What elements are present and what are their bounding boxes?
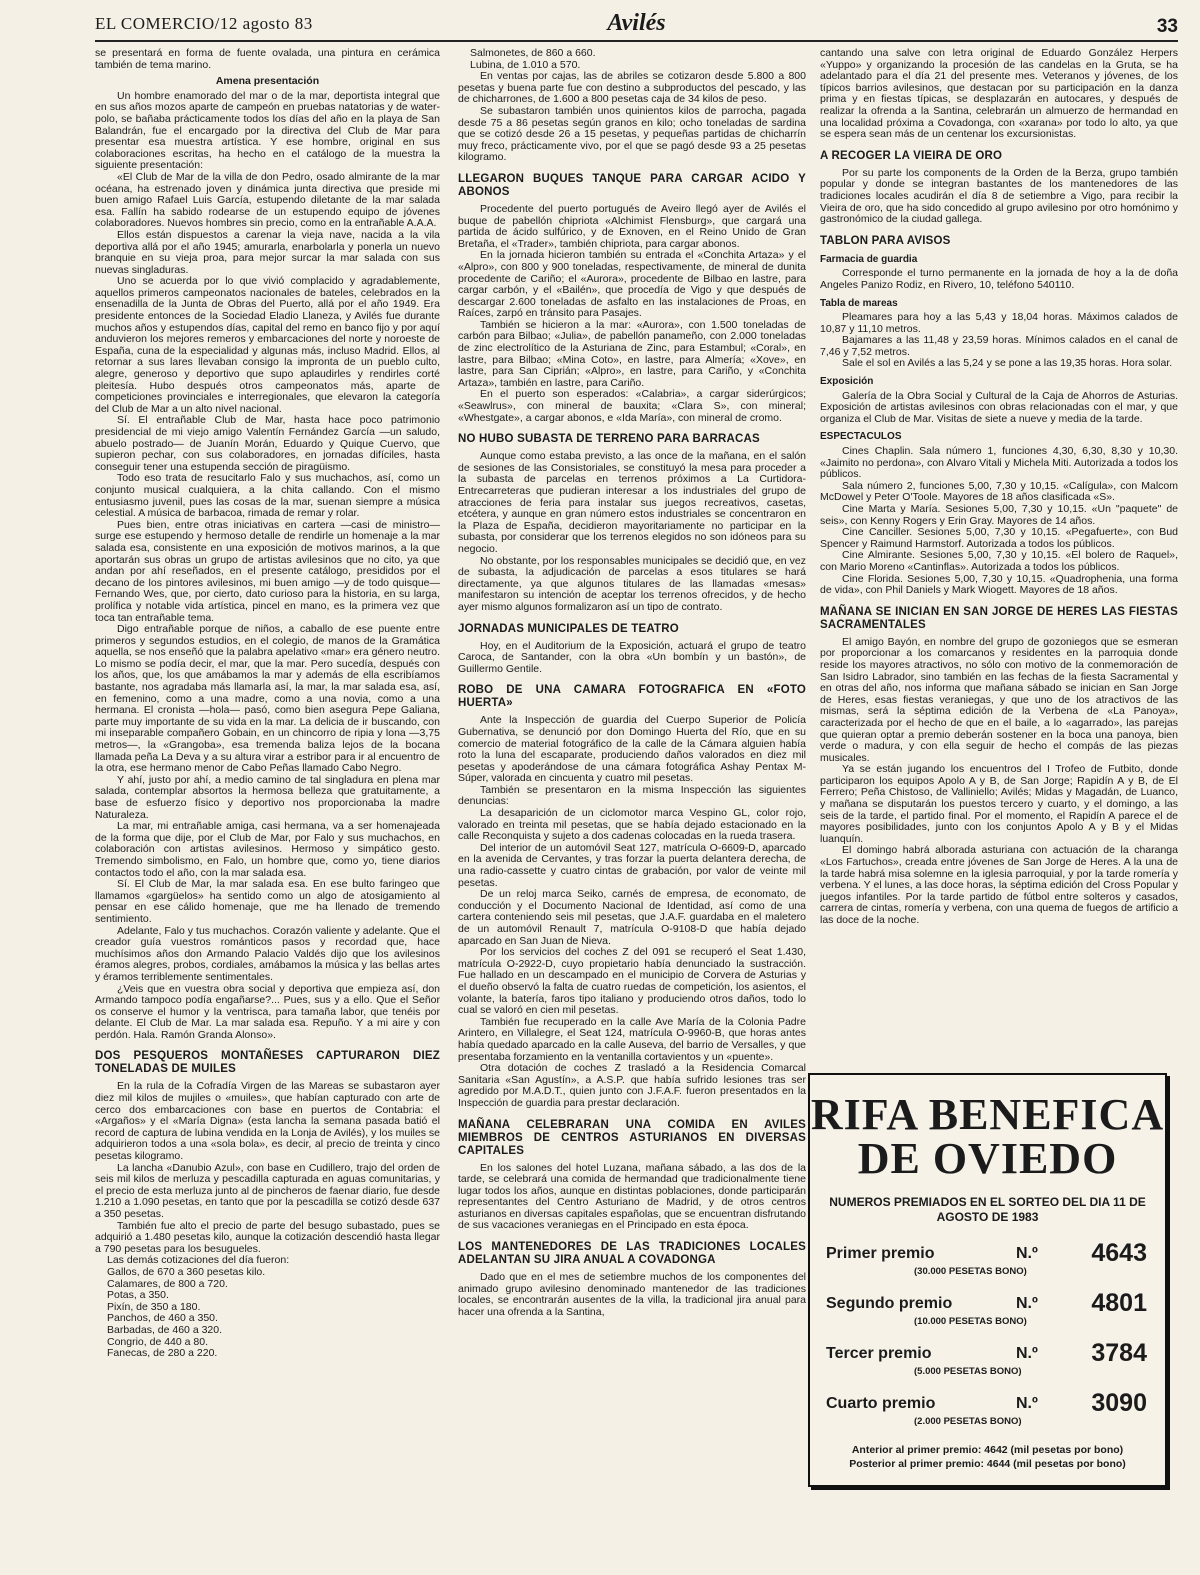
subheading: Exposición <box>820 376 874 388</box>
prize-row <box>826 1283 1149 1333</box>
subheading: Tabla de mareas <box>820 297 898 309</box>
paragraph: Aunque como estaba previsto, a las once de la mañana, en el salón de sesiones de las Consistoriales, se constituyó la mesa para proceder a la subasta de parcelas en terrenos próximos a La Curtidora-Entrecarreteras que pudieran interesar a los industriales del grupo de atracciones de feria para instalar sus juegos recreativos, casetas, etcétera, y aunque en gran número estos industriales se concentraron en la Plaza de España, decidieron mayoritariamente no participar en la subasta, por considerar que los terrenos elegidos no son idóneos para su negocio. <box>458 450 806 555</box>
paragraph: «El Club de Mar de la villa de don Pedro, osado almirante de la mar océana, ha estrenado joven y dinámica junta directiva que preside mi buen amigo Rafael Luis García, estupendo diletante de la mar salada esa. Fallín ha sabido rodearse de un estupendo equipo de jóvenes colaboradores. Nuevos hombres sin precio, como en la entrañable A.A.A. <box>95 170 440 230</box>
paragraph: Pleamares para hoy a las 5,43 y 18,04 horas. Máximos calados de 10,87 y 11,10 metros. <box>820 311 1178 335</box>
paragraph: ¿Veis que en vuestra obra social y deportiva que empieza así, don Armando tampoco podía engañarse?... Pues, sus y a ello. Que el Señor os conserve el humor y la ventrisca, para tamaña labor, que tenéis por delante. El Club de Mar. La mar salada esa. Repuño. Y a mi aire y con perdón. Hala. Ramón Granda Alonso». <box>95 982 440 1041</box>
paragraph: Cines Chaplin. Sala número 1, funciones 4,30, 6,30, 8,30 y 10,30. «Jaimito no perdona», con Alvaro Vitali y Michela Miti. Autorizada a todos los públicos. <box>820 445 1178 481</box>
list-item: Panchos, de 460 a 350. <box>107 1312 218 1325</box>
paragraph: Por los servicios del coches Z del 091 se recuperó el Seat 1.430, matrícula O-2922-D, cuyo propietario había denunciado la sustracción. Fue hallado en un descampado en el municipio de Corvera de Asturias y el dueño observó la falta de cuatro ruedas de competición, los asientos, el volante, la batería, faros tipo italiano y produciendo otros daños, todo lo cual se valoró en cien mil pesetas. <box>458 946 806 1017</box>
list-item: Gallos, de 670 a 360 pesetas kilo. <box>107 1265 266 1278</box>
paragraph: Corresponde el turno permanente en la jornada de hoy a la de doña Angeles Panizo Rodiz, en Rivero, 10, teléfono 540110. <box>820 267 1178 291</box>
paragraph: Galería de la Obra Social y Cultural de la Caja de Ahorros de Asturias. Exposición de artistas avilesinos con obras relacionadas con el mar, y que organiza el Club de Mar. Visitas de siete a nueve y media de la tarde. <box>820 389 1178 425</box>
page-number: 33 <box>1156 16 1178 37</box>
paragraph: Bajamares a las 11,48 y 23,59 horas. Mínimos calados en el canal de 7,46 y 7,52 metros. <box>820 334 1178 358</box>
paragraph: Un hombre enamorado del mar o de la mar, deportista integral que en sus años mozos aparte de campeón en pruebas natatorias y de water-polo, se bañaba prácticamente todos los días del año en la playa de San Balandrán, fue el encargado por la directiva del Club de Mar para presentar esa muestra artística. Y ese hombre, original en sus colaboraciones escritas, ha hecho en el catálogo de la muestra la siguiente presentación: <box>95 89 440 172</box>
rifa-subtitle: NUMEROS PREMIADOS EN EL SORTEO DEL DIA 11 DE AGOSTO DE 1983 <box>829 1195 1146 1224</box>
column-3 <box>820 48 1178 1058</box>
paragraph: En ventas por cajas, las de abriles se cotizaron desde 5.800 a 800 pesetas y buena parte fue con destino a subproductos del pescado, y las de chicharrones, de 1.600 a 800 pesetas caja de 34 kilos de peso. <box>458 70 806 106</box>
prize-row <box>826 1233 1149 1283</box>
column-1 <box>95 48 440 1548</box>
headline: TABLON PARA AVISOS <box>820 234 951 247</box>
paragraph: Uno se acuerda por lo que vivió complacido y agradablemente, aquellos primeros campeonatos nacionales de bateles, celebrados en la ensenadilla de la Junta de Obras del Puerto, allá por el año 1949. Era presidente entonces de la Sociedad Eladio Llaneza, y Avilés fue durante muchos años y estupendos días, capital del remo en banco fijo y por aquí anduvieron los mejores remeros y embarcaciones del norte y noroeste de España, cuna de la especialidad y algunas más, incluso Madrid. Ellos, al retornar a sus lares llevaban consigo la impronta de un pueblo culto, alegre, generoso y deportivo que supo aplaudirles y rendirles corté pleitesía. Hubo después otros campeonatos más, aparte de competiciones provinciales e interregionales, que elevaron la categoría del Club de Mar a un alto nivel nacional. <box>95 275 440 415</box>
paragraph: Cine Almirante. Sesiones 5,00, 7,30 y 10,15. «El bolero de Raquel», con Mario Moreno «Cantinflas». Autorizada a todos los públicos. <box>820 549 1178 573</box>
prize-row <box>826 1333 1149 1383</box>
prize-no-label: N.º <box>1016 1395 1038 1412</box>
paragraph: Sala número 2, funciones 5,00, 7,30 y 10,15. «Calígula», con Malcom McDowel y Peter O'Toole. Mayores de 18 años clasificada «S». <box>820 479 1178 504</box>
prize-label: Cuarto premio <box>826 1395 936 1412</box>
paragraph: Ante la Inspección de guardia del Cuerpo Superior de Policía Gubernativa, se denunció por don Domingo Huerta del Río, que en su comercio de material fotográfico de la calle de la Cámara alguien había roto la luna del escaparate, produciendo daños valorados en diez mil pesetas y apoderándose de una cámara fotográfica Ashay Pentax M-Súper, valorada en cincuenta y cuatro mil pesetas. <box>458 714 806 785</box>
prize-bono: (5.000 PESETAS BONO) <box>914 1366 1022 1377</box>
prize-number: 4801 <box>1091 1289 1147 1317</box>
paragraph: Y ahí, justo por ahí, a medio camino de tal singladura en plena mar salada, contemplar absortos la hermosa belleza que gratuitamente, a base de esfuerzo físico y deportivo nos proporcionaba la madre Naturaleza. <box>95 773 440 821</box>
paragraph: También fue alto el precio de parte del besugo subastado, pues se adquirió a 1.480 pesetas kilo, aunque la cotización descendió hasta llegar a 790 pesetas para los besugueles. <box>95 1219 440 1255</box>
prize-row <box>826 1383 1149 1433</box>
headline: ROBO DE UNA CAMARA FOTOGRAFICA EN «FOTO HUERTA» <box>458 684 806 710</box>
paragraph: Cine Canciller. Sesiones 5,00, 7,30 y 10,15. «Pegafuerte», con Bud Spencer y Raimund Harmstorf. Autorizada a todos los públicos. <box>820 526 1178 550</box>
headline: MAÑANA SE INICIAN EN SAN JORGE DE HERES LAS FIESTAS SACRAMENTALES <box>820 605 1178 631</box>
price-list <box>458 48 806 71</box>
column-2 <box>458 48 806 1548</box>
paragraph: También fue recuperado en la calle Ave María de la Colonia Padre Arintero, en Villalegre, el Seat 124, matrícula O-9960-B, que horas antes había quedado aparcado en la calle Auseva, del barrio de Versalles, y que presentaba forzamiento en la ventanilla cortavientos y un «puente». <box>458 1015 806 1063</box>
paragraph: El domingo habrá alborada asturiana con actuación de la charanga «Los Fartuchos», creada entre jóvenes de San Jorge de Heres. A la una de la tarde habrá misa solemne en la iglesia parroquial, y por la tarde romería y verbena. Y el lunes, a las doce horas, la séptima edición del Cross Popular y juegos infantiles. Por la tarde partido de fútbol entre solteros y casados, carrera de cintas, romería y verbena, con una quema de fuegos de artificio a las doce de la noche. <box>820 844 1178 926</box>
paragraph: La desaparición de un ciclomotor marca Vespino GL, color rojo, valorado en treinta mil pesetas, que se había dejado estacionado en la calle Reconquista y sujeto a dos cadenas colocadas en la rueda trasera. <box>458 807 806 843</box>
paragraph: La mar, mi entrañable amiga, casi hermana, va a ser homenajeada de la forma que dije, por el Club de Mar, por Falo y sus muchachos, en colaboración con artistas avilesinos. Hermoso y simpático gesto. Tremendo simbolismo, en Falo, un hombre que, como yo, tiene diarios contactos todo el año, con la mar salada esa. <box>95 820 440 879</box>
section-title: Avilés <box>607 10 666 36</box>
prize-label: Primer premio <box>826 1245 935 1262</box>
paragraph: Digo entrañable porque de niños, a caballo de ese puente entre primeros y segundos estudios, en el colegio, de manos de la Gramática aquella, se nos enseñó que la palabra apelativo «mar» era género neutro. Lo mismo se podía decir, el mar, que la mar. Pero sucedía, después con los años, que, los que amábamos la mar y además de ella escribíamos bastante, nos agradaba más llamarla así, la mar, la mar salada esa, así, en femenino, como a una madre, como a una novia, como a una hermana. El cronista —hola— pasó, como bien asegura Pepe Galiana, parte muy importante de su vida en la mar. La delicia de ir buscando, con mi inseparable compañero Gobain, en un chincorro de ripia y lona —3,75 metros—, la «Grangoba», esa tremenda baliza lejos de la bocana llamada peña La Deva y a su altura virar a estribor para ir al encuentro de la otra, ese hermano menor de Cabo Peñas llamado Cabo Negro. <box>95 623 440 775</box>
headline: LOS MANTENEDORES DE LAS TRADICIONES LOCALES ADELANTAN SU JIRA ANUAL A COVADONGA <box>458 1241 806 1267</box>
paragraph: Dado que en el mes de setiembre muchos de los componentes del animado grupo avilesino denominado mantenedor de las tradiciones locales, se encontrarán ausentes de la villa, la tradicional jira anual para hacer una ofrenda a la Santina, <box>458 1271 806 1318</box>
paragraph: No obstante, por los responsables municipales se decidió que, en vez de subasta, la adjudicación de parcelas a esos titulares se hará directamente, ya que algunos titulares de las llamadas «mesas» manifestaron su intención de aceptar los terrenos ofrecidos, y de hecho ayer mismo algunos formalizaron así un tipo de contrato. <box>458 554 806 613</box>
paragraph: Sí. El Club de Mar, la mar salada esa. En ese bulto faringeo que llamamos «gargüelos» ha sentido como un algo de atosigamiento al pensar en ese cálido homenaje, que me ha llenado de tremendo sentimiento. <box>95 878 440 925</box>
headline: MAÑANA CELEBRARAN UNA COMIDA EN AVILES MIEMBROS DE CENTROS ASTURIANOS EN DIVERSAS CAPITALES <box>458 1118 806 1157</box>
subheading: Farmacia de guardia <box>820 253 918 265</box>
subheading: ESPECTACULOS <box>820 431 902 443</box>
price-list <box>95 1255 440 1359</box>
prize-bono: (2.000 PESETAS BONO) <box>914 1416 1022 1427</box>
list-item: Calamares, de 800 a 720. <box>107 1277 228 1290</box>
paragraph: De un reloj marca Seiko, carnés de empresa, de economato, de conducción y el Documento Nacional de Identidad, así como de una cartera conteniendo seis mil pesetas, que J.A.F. guardaba en el maletero de un automóvil Renault 7, matrícula O-9108-D que había dejado aparcado en San Juan de Nieva. <box>458 888 806 947</box>
headline: LLEGARON BUQUES TANQUE PARA CARGAR ACIDO Y ABONOS <box>458 172 806 198</box>
paragraph: Otra dotación de coches Z trasladó a la Residencia Comarcal Sanitaria «San Agustín», a A.S.P. que había sufrido lesiones tras ser agredido por M.A.D.T., quien junto con J.F.A.F. fueron presentados en la Inspección de guardia para prestar declaración. <box>458 1062 806 1109</box>
rifa-title: RIFA BENEFICA DE OVIEDO <box>810 1090 1165 1183</box>
newspaper-date: EL COMERCIO/12 agosto 83 <box>95 14 313 33</box>
list-item: Fanecas, de 280 a 220. <box>107 1347 218 1360</box>
rifa-foot-anterior: Anterior al primer premio: 4642 (mil pesetas por bono) <box>851 1444 1124 1456</box>
paragraph: También se hicieron a la mar: «Aurora», con 1.500 toneladas de carbón para Bilbao; «Julia», de pabellón panameño, con 2.000 toneladas de zinc electrolítico de la Asturiana de Zinc, para Estambul; «Coral», en lastre, para Bilbao; «Mina Coto», en lastre, para Almería; «Xove», en lastre, para San Ciprián; «Alpro», en lastre, para Cariño, y «Conchita Artaza», también en lastre, para Cariño. <box>458 318 806 389</box>
prize-bono: (30.000 PESETAS BONO) <box>914 1266 1027 1277</box>
prize-number: 3090 <box>1091 1389 1147 1417</box>
paragraph: Por su parte los components de la Orden de la Berza, grupo también popular y donde se integran bastantes de los mantenedores de las tradiciones locales acudirán el día 8 de setiembre a Vigo, para recibir la Vieira de oro, que ha sido concedido al grupo avilesino por otro homónimo y gastronómico de la ciudad gallega. <box>820 166 1178 226</box>
page-header <box>95 10 1178 42</box>
paragraph: Se subastaron también unos quinientos kilos de parrocha, pagada desde 75 a 86 pesetas según granos en kilo; ocho toneladas de sardina que se cotizó desde 26 a 15 pesetas, y pequeñas partidas de chicharrín muy freco, prácticamente vivo, por el que se pagó desde 93 a 25 pesetas kilogramo. <box>458 104 806 164</box>
paragraph: Cine Florida. Sesiones 5,00, 7,30 y 10,15. «Quadrophenia, una forma de vida», con Phil Daniels y Mark Wiogett. Mayores de 18 años. <box>820 572 1178 597</box>
paragraph: También se presentaron en la misma Inspección las siguientes denuncias: <box>458 783 806 808</box>
paragraph: En la jornada hicieron también su entrada el «Conchita Artaza» y el «Alpro», con 800 y 900 toneladas, respectivamente, de mineral de dunita procedente de Cariño; el «Aurora», procedente de Bilbao en lastre, para cargar carbón, y el «Bailén», que procedía de Vigo y que después de descargar 2.600 toneladas de asfalto en las instalaciones de Proas, en Raíces, zarpó en tránsito para Pasajes. <box>458 249 806 320</box>
prize-number: 4643 <box>1091 1239 1147 1267</box>
list-item: Salmonetes, de 860 a 660. <box>470 48 596 59</box>
paragraph: En el puerto son esperados: «Calabria», a cargar siderúrgicos; «Seawlrus», con mineral de bauxita; «Clara S», con mineral; «Whestgate», a cargar abonos, e «Ida María», con mineral de cromo. <box>458 388 806 424</box>
prize-number: 3784 <box>1091 1339 1147 1367</box>
paragraph: Procedente del puerto portugués de Aveiro llegó ayer de Avilés el buque de pabellón chipriota «Alchimist Flensburg», que cargará una partida de ácido sulfúrico, y de Exnoven, en el Reino Unido de Gran Bretaña, el «Trader», también chipriota, para cargar abonos. <box>458 202 806 250</box>
prize-label: Tercer premio <box>826 1345 932 1362</box>
headline: JORNADAS MUNICIPALES DE TEATRO <box>458 622 679 635</box>
paragraph: Cine Marta y María. Sesiones 5,00, 7,30 y 10,15. «Un "paquete" de seis», con Kenny Rogers y Erin Gray. Mayores de 14 años. <box>820 503 1178 527</box>
prize-no-label: N.º <box>1016 1245 1038 1262</box>
list-item: Pixín, de 350 a 180. <box>107 1300 201 1313</box>
paragraph: Adelante, Falo y tus muchachos. Corazón valiente y adelante. Que el creador guía vuestros románticos pasos y recordad que, hace muchísimos años don Armando Palacio Valdés dijo que los avilesinos éramos alegres, probos, cordiales, amábamos la música y las bellas artes y éramos terriblemente sentimentales. <box>95 924 440 983</box>
paragraph: Sí. El entrañable Club de Mar, hasta hace poco patrimonio presidencial de mi viejo amigo Valentín Fernández García —un saludo, abuelo postrado— de Juanín Morán, Eduardo y Quique Cuervo, que supieron pechar, con sus colaboradores, en jornadas difíciles, hasta conseguir tener una estupenda sección de piragüismo. <box>95 414 440 473</box>
headline: DOS PESQUEROS MONTAÑESES CAPTURARON DIEZ TONELADAS DE MUILES <box>95 1050 440 1076</box>
prize-no-label: N.º <box>1016 1295 1038 1312</box>
paragraph: Del interior de un automóvil Seat 127, matrícula O-6609-D, aparcado en la avenida de Cervantes, y tras forzar la puerta delantera derecha, de una radio-cassette y cuatro cintas de grabación, por valor de veinte mil pesetas. <box>458 841 806 889</box>
prize-no-label: N.º <box>1016 1345 1038 1362</box>
paragraph: Hoy, en el Auditorium de la Exposición, actuará el grupo de teatro Caroca, de Santander, con la obra «Un bombín y un bastón», de Guillermo Gentile. <box>458 639 806 675</box>
paragraph: En la rula de la Cofradía Virgen de las Mareas se subastaron ayer diez mil kilos de mujiles o «muiles», que habían capturado con arte de cerco dos embarcaciones con base en puertos de Contabria: el «Argaños» y el «María Digna» (esta lancha la semana pasada batió el record de captura de lubina vendida en la Lonja de Avilés), y los muiles se adquirieron todos a una «sola bola», es decir, al precio de treinta y cinco pesetas kilogramo. <box>95 1080 440 1163</box>
headline: NO HUBO SUBASTA DE TERRENO PARA BARRACAS <box>458 433 760 446</box>
paragraph: Ya se están jugando los encuentros del I Trofeo de Futbito, donde participaron los equipos Apolo A y B, de San Jorge; Rapidín A y B, de El Ferrero; Peña Chistoso, de Valliniello; Avilés; Midas y Magadán, de Luanco, y mañana se disputarán los puestos tercero y cuarto, y el domingo, a las seis de la tarde, el partido final. Por el momento, el Rapidín A parece el de mayores posibilidades, junto con los conjuntos Apolo A y B y el Midas luanquín. <box>820 763 1178 845</box>
subheading: Amena presentación <box>215 75 320 88</box>
paragraph: El amigo Bayón, en nombre del grupo de gozoniegos que se esmeran por proporcionar a los comarcanos y residentes en la parroquia donde reside los mayores atractivos, no sólo con motivo de la conmemoración de San Isidro Labrador, sino también en las fechas de la fiesta Sacramental y en otras del año, nos informa que mañana sábado se inician en San Jorge de Heres, esas fiestas veraniegas, y que uno de los atractivos de las mismas, será la séptima edición de la Verbena de «La Panoya», caracterizada por el hecho de que en el baile, a lo «agarrado», las parejas que quieran optar a premio deberán sostener en la boca una panoya, bien verde o madura, y con ella seguir de hecho el compás de las piezas musicales. <box>820 635 1178 764</box>
prize-label: Segundo premio <box>826 1295 953 1312</box>
paragraph: Sale el sol en Avilés a las 5,24 y se pone a las 19,35 horas. Hora solar. <box>842 357 1173 370</box>
list-item: Las demás cotizaciones del día fueron: <box>107 1254 290 1267</box>
rifa-foot-posterior: Posterior al primer premio: 4644 (mil pesetas por bono) <box>849 1458 1126 1470</box>
list-item: Potas, a 350. <box>107 1289 169 1302</box>
list-item: Lubina, de 1.010 a 570. <box>470 58 581 71</box>
prize-bono: (10.000 PESETAS BONO) <box>914 1316 1027 1327</box>
rifa-benefica-box <box>808 1073 1167 1487</box>
list-item: Barbadas, de 460 a 320. <box>107 1323 223 1336</box>
paragraph: Ellos están dispuestos a carenar la vieja nave, nacida a la vila deportiva allá por el año 1945; amurarla, enarbolarla y ponerla un nuevo branquie en su vieja proa, para mejor surcar la mar salada con sus nuevas singladuras. <box>95 228 440 276</box>
paragraph: Todo eso trata de resucitarlo Falo y sus muchachos, así, como un conjunto musical cualquiera, a la chita callando. Con el mismo entusiasmo juvenil, pues las cosas de la mar, suenan siempre a música celestial. A música de barbacoa, rimada de remar y rolar. <box>95 472 440 520</box>
rifa-footnote <box>826 1443 1149 1471</box>
paragraph: Pues bien, entre otras iniciativas en cartera —casi de ministro— surge ese estupendo y hermoso detalle de rendirle un homenaje a la mar salada esa, consistente en una exposición de motivos marinos, a la que aportarán sus obras un grupo de artistas avilesinos que no cito, ya que andan por ahí reseñados, en el presente catálogo, presididos por el decano de los pintores avilesinos, mi buen amigo —y de todo quisque— Fernando Wes, que, por cierto, dato curioso para la historia, en su larga, prolífica y notable vida artística, pincel en mano, es la primera vez que toca tan entrañable tema. <box>95 518 440 624</box>
paragraph: cantando una salve con letra original de Eduardo González Herpers «Yuppo» y organizando la procesión de las candelas en la Gruta, se ha adelantado para el día 21 del presente mes. Veteranos y jóvenes, de los típicos barrios avilesinos, que destacan por su participación en la danza prima y en fiestas típicas, se desplazarán en autocares, y después de realizar la ofrenda a la Santina, celebrarán un almuerzo de hermandad en una localidad próxima a Covadonga, con «xarana» por todo lo alto, ya que se espera sean más de un centenar los excursionistas. <box>820 48 1178 141</box>
paragraph: se presentará en forma de fuente ovalada, una pintura en cerámica también de tema marino. <box>95 48 440 71</box>
paragraph: En los salones del hotel Luzana, mañana sábado, a las dos de la tarde, se celebrará una comida de hermandad que tradicionalmente tiene lugar todos los años, aunque en distintas poblaciones, donde participarán representantes del Centro Asturiano de Madrid, y de otros centros asturianos en diversas capitales españolas, que se encuentran disfrutando de sus vacaciones veraniegas en el Principado en esta época. <box>458 1161 806 1232</box>
paragraph: La lancha «Danubio Azul», con base en Cudillero, trajo del orden de seis mil kilos de merluza y pescadilla capturada en aguas comunitarias, y el precio de esta merluza junto al de pincheros de faenar diario, fue desde 1.210 a 1.090 pesetas, en tanto que por la pescadilla se cotizó desde 637 a 350 pesetas. <box>95 1161 440 1220</box>
headline: A RECOGER LA VIEIRA DE ORO <box>820 149 1003 162</box>
list-item: Congrio, de 440 a 80. <box>107 1335 208 1348</box>
